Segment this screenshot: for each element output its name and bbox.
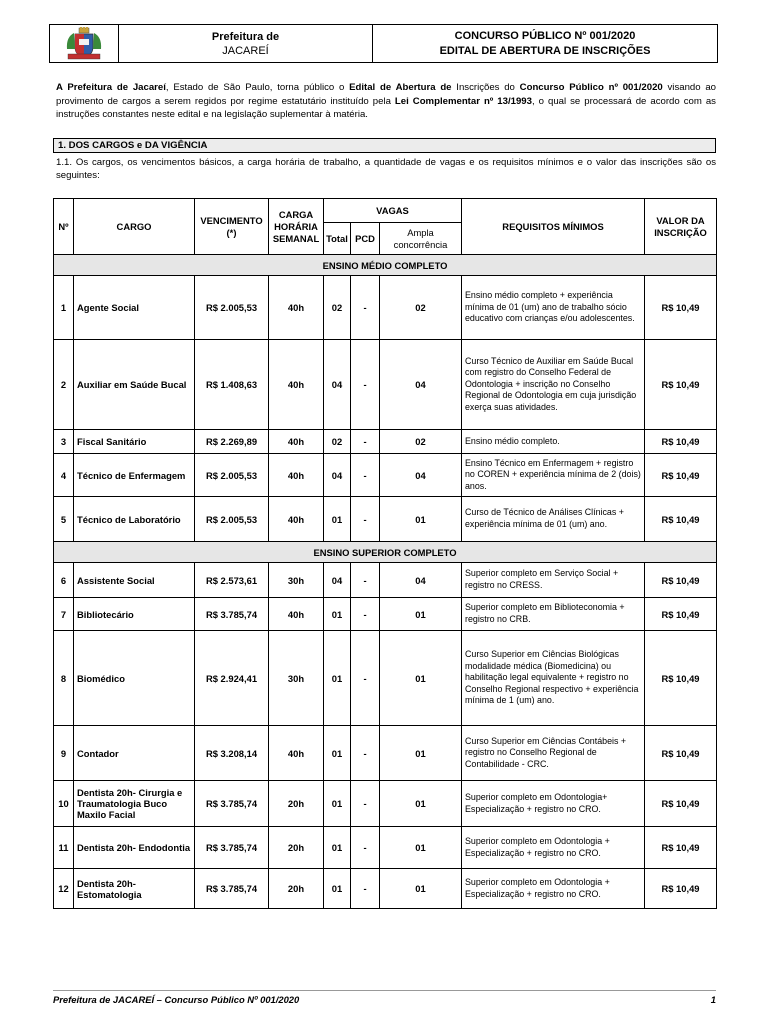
header-cargo: CARGO	[74, 199, 195, 255]
inscricao-value: R$ 10,49	[645, 430, 717, 454]
prefeitura-line2: JACAREÍ	[222, 44, 269, 57]
inscricao-value: R$ 10,49	[645, 631, 717, 726]
inscricao-value: R$ 10,49	[645, 454, 717, 497]
vagas-total: 01	[324, 598, 351, 631]
inscricao-value: R$ 10,49	[645, 276, 717, 340]
vagas-pcd: -	[351, 454, 380, 497]
vagas-pcd: -	[351, 598, 380, 631]
cargo-name: Dentista 20h- Cirurgia e Traumatologia Buco Maxilo Facial	[74, 781, 195, 827]
requisitos-text: Superior completo em Odontologia+ Especialização + registro no CRO.	[462, 781, 645, 827]
header-vagas: VAGAS	[324, 199, 462, 223]
vagas-pcd: -	[351, 869, 380, 909]
cargo-number: 1	[54, 276, 74, 340]
cargo-number: 6	[54, 563, 74, 598]
carga-value: 40h	[269, 340, 324, 430]
cargo-number: 3	[54, 430, 74, 454]
vagas-ampla: 01	[380, 781, 462, 827]
vagas-ampla: 02	[380, 430, 462, 454]
vagas-ampla: 01	[380, 631, 462, 726]
table-row	[54, 430, 717, 454]
requisitos-text: Superior completo em Biblioteconomia + registro no CRB.	[462, 598, 645, 631]
cargo-name: Dentista 20h- Estomatologia	[74, 869, 195, 909]
table-row	[54, 827, 717, 869]
group-row-superior	[54, 542, 717, 563]
city-coat-of-arms-logo	[50, 25, 119, 62]
intro-part-7: Lei Complementar nº 13/1993	[394, 95, 532, 107]
footer	[53, 994, 716, 1005]
requisitos-text: Curso Superior em Ciências Biológicas modalidade médica (Biomedicina) ou habilitação legal equivalente + registro no Conselho Regional respectivo + experiência mínima de 1 (um) ano.	[462, 631, 645, 726]
vagas-total: 01	[324, 781, 351, 827]
inscricao-value: R$ 10,49	[645, 869, 717, 909]
requisitos-text: Ensino Técnico em Enfermagem + registro no COREN + experiência mínima de 2 (dois) anos.	[462, 454, 645, 497]
cargo-name: Bibliotecário	[74, 598, 195, 631]
vagas-total: 01	[324, 631, 351, 726]
cargo-name: Técnico de Enfermagem	[74, 454, 195, 497]
header-total: Total	[324, 223, 351, 255]
vagas-total: 01	[324, 869, 351, 909]
vagas-total: 04	[324, 563, 351, 598]
header-edital	[373, 25, 717, 62]
table-row	[54, 726, 717, 781]
vagas-pcd: -	[351, 827, 380, 869]
carga-value: 40h	[269, 276, 324, 340]
header-vencimento: VENCIMENTO (*)	[195, 199, 269, 255]
vagas-total: 01	[324, 497, 351, 542]
vencimento-value: R$ 3.785,74	[195, 827, 269, 869]
header-pcd: PCD	[351, 223, 380, 255]
requisitos-text: Superior completo em Odontologia + Especialização + registro no CRO.	[462, 869, 645, 909]
edital-line2: EDITAL DE ABERTURA DE INSCRIÇÕES	[439, 44, 651, 57]
header-carga: CARGA HORÁRIA SEMANAL	[269, 199, 324, 255]
carga-value: 40h	[269, 726, 324, 781]
cargo-number: 9	[54, 726, 74, 781]
inscricao-value: R$ 10,49	[645, 497, 717, 542]
carga-value: 20h	[269, 869, 324, 909]
vagas-pcd: -	[351, 276, 380, 340]
inscricao-value: R$ 10,49	[645, 598, 717, 631]
intro-part-1: A Prefeitura de Jacareí	[56, 82, 166, 93]
inscricao-value: R$ 10,49	[645, 781, 717, 827]
header-requisitos: REQUISITOS MÍNIMOS	[462, 199, 645, 255]
inscricao-value: R$ 10,49	[645, 827, 717, 869]
group-row-medio	[54, 255, 717, 276]
requisitos-text: Curso de Técnico de Análises Clínicas + experiência mínima de 01 (um) ano.	[462, 497, 645, 542]
table-row	[54, 497, 717, 542]
vagas-pcd: -	[351, 563, 380, 598]
vagas-pcd: -	[351, 781, 380, 827]
requisitos-text: Ensino médio completo + experiência mínima de 01 (um) ano de trabalho sócio educativo com crianças e/ou adolescentes.	[462, 276, 645, 340]
vagas-ampla: 04	[380, 454, 462, 497]
vagas-total: 04	[324, 454, 351, 497]
vencimento-value: R$ 2.005,53	[195, 454, 269, 497]
vagas-pcd: -	[351, 631, 380, 726]
vencimento-value: R$ 1.408,63	[195, 340, 269, 430]
intro-part-8: , o qual se processará de acordo com as instruções constantes neste edital e na legislação suplementar à matéria.	[56, 95, 716, 120]
vagas-total: 01	[324, 726, 351, 781]
header-valor: VALOR DA INSCRIÇÃO	[645, 199, 717, 255]
cargo-number: 8	[54, 631, 74, 726]
vagas-total: 02	[324, 276, 351, 340]
cargo-name: Agente Social	[74, 276, 195, 340]
carga-value: 20h	[269, 827, 324, 869]
vencimento-value: R$ 3.208,14	[195, 726, 269, 781]
inscricao-value: R$ 10,49	[645, 563, 717, 598]
cargo-number: 7	[54, 598, 74, 631]
group-label-superior: ENSINO SUPERIOR COMPLETO	[54, 542, 717, 563]
cargo-number: 10	[54, 781, 74, 827]
vagas-ampla: 02	[380, 276, 462, 340]
cargo-name: Assistente Social	[74, 563, 195, 598]
carga-value: 40h	[269, 497, 324, 542]
intro-part-6: visando ao provimento de cargos a serem regidos por regime estatutário instituído pela	[56, 82, 717, 107]
footer-left: Prefeitura de JACAREÍ – Concurso Público Nº 001/2020	[53, 994, 300, 1005]
requisitos-text: Superior completo em Serviço Social + registro no CRESS.	[462, 563, 645, 598]
carga-value: 30h	[269, 563, 324, 598]
vencimento-value: R$ 2.005,53	[195, 276, 269, 340]
intro-paragraph	[56, 81, 716, 122]
vagas-ampla: 01	[380, 497, 462, 542]
cargos-table	[53, 198, 717, 909]
carga-value: 20h	[269, 781, 324, 827]
requisitos-text: Curso Superior em Ciências Contábeis + registro no Conselho Regional de Contabilidade - CRC.	[462, 726, 645, 781]
cargo-number: 5	[54, 497, 74, 542]
cargo-number: 11	[54, 827, 74, 869]
vagas-ampla: 01	[380, 726, 462, 781]
table-row	[54, 454, 717, 497]
vencimento-value: R$ 2.269,89	[195, 430, 269, 454]
carga-value: 40h	[269, 598, 324, 631]
cargo-name: Dentista 20h- Endodontia	[74, 827, 195, 869]
vagas-pcd: -	[351, 497, 380, 542]
header-prefeitura	[119, 25, 373, 62]
requisitos-text: Curso Técnico de Auxiliar em Saúde Bucal com registro do Conselho Federal de Odontologia + inscrição no Conselho Regional de Odontologia em cuja jurisdição exerça suas atividades.	[462, 340, 645, 430]
vagas-pcd: -	[351, 726, 380, 781]
carga-value: 40h	[269, 430, 324, 454]
vagas-pcd: -	[351, 340, 380, 430]
section-text: 1.1. Os cargos, os vencimentos básicos, a carga horária de trabalho, a quantidade de vagas e os requisitos mínimos e o valor das inscrições são os seguintes:	[56, 157, 716, 181]
vencimento-value: R$ 2.005,53	[195, 497, 269, 542]
table-row	[54, 340, 717, 430]
vencimento-value: R$ 2.573,61	[195, 563, 269, 598]
requisitos-text: Superior completo em Odontologia + Especialização + registro no CRO.	[462, 827, 645, 869]
vagas-ampla: 01	[380, 827, 462, 869]
table-row	[54, 598, 717, 631]
cargo-name: Biomédico	[74, 631, 195, 726]
vagas-ampla: 04	[380, 340, 462, 430]
header-ampla: Ampla concorrência	[380, 223, 462, 255]
cargo-name: Fiscal Sanitário	[74, 430, 195, 454]
prefeitura-line1: Prefeitura de	[211, 30, 280, 43]
table-row	[54, 563, 717, 598]
edital-line1: CONCURSO PÚBLICO Nº 001/2020	[454, 29, 636, 42]
carga-value: 40h	[269, 454, 324, 497]
vencimento-value: R$ 3.785,74	[195, 869, 269, 909]
vagas-total: 02	[324, 430, 351, 454]
inscricao-value: R$ 10,49	[645, 726, 717, 781]
section-title: 1. DOS CARGOS e DA VIGÊNCIA	[53, 138, 716, 153]
group-label-medio: ENSINO MÉDIO COMPLETO	[54, 255, 717, 276]
intro-part-5: Concurso Público nº 001/2020	[519, 82, 663, 93]
header-num: Nº	[54, 199, 74, 255]
table-row	[54, 781, 717, 827]
intro-part-2: , Estado de São Paulo, torna público o	[165, 82, 350, 93]
vagas-total: 04	[324, 340, 351, 430]
vagas-ampla: 04	[380, 563, 462, 598]
cargo-name: Contador	[74, 726, 195, 781]
vencimento-value: R$ 2.924,41	[195, 631, 269, 726]
cargo-name: Técnico de Laboratório	[74, 497, 195, 542]
cargo-number: 2	[54, 340, 74, 430]
cargo-number: 12	[54, 869, 74, 909]
carga-value: 30h	[269, 631, 324, 726]
table-row	[54, 869, 717, 909]
vagas-ampla: 01	[380, 869, 462, 909]
footer-divider	[53, 990, 716, 991]
intro-part-4: Inscrições do	[451, 82, 520, 93]
table-row	[54, 631, 717, 726]
cargo-number: 4	[54, 454, 74, 497]
page-number: 1	[710, 994, 716, 1005]
table-row	[54, 276, 717, 340]
vagas-ampla: 01	[380, 598, 462, 631]
document-header	[49, 24, 718, 63]
cargo-name: Auxiliar em Saúde Bucal	[74, 340, 195, 430]
requisitos-text: Ensino médio completo.	[462, 430, 645, 454]
intro-part-3: Edital de Abertura de	[349, 82, 452, 93]
vagas-pcd: -	[351, 430, 380, 454]
vagas-total: 01	[324, 827, 351, 869]
vencimento-value: R$ 3.785,74	[195, 598, 269, 631]
inscricao-value: R$ 10,49	[645, 340, 717, 430]
vencimento-value: R$ 3.785,74	[195, 781, 269, 827]
